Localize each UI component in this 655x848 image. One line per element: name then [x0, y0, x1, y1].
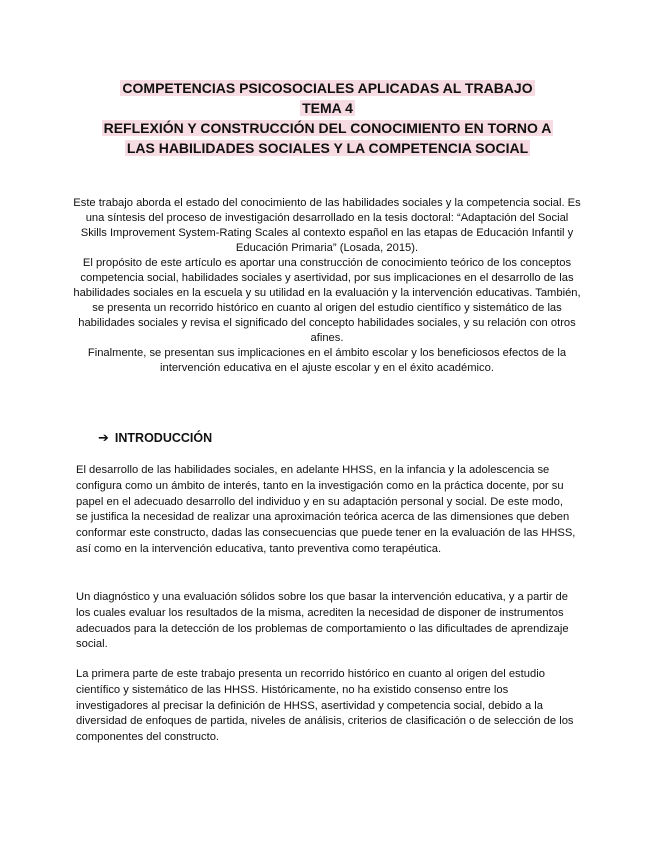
document-title [0, 78, 655, 158]
section-heading-introduction [98, 430, 212, 446]
body-paragraph-2-text: Un diagnóstico y una evaluación sólidos sobre los que basar la intervención educativa, y a partir de los cuales evaluar los resultados de la misma, acrediten la necesidad de disponer de instrumentos adecuados para la detección de los problemas de comportamiento o las dificultades de aprendizaje social. [76, 591, 569, 651]
abstract-paragraph-2: El propósito de este artículo es aportar una construcción de conocimiento teórico de los conceptos competencia social, habilidades sociales y asertividad, por sus implicaciones en el desarrollo de las habilidades sociales en la escuela y su utilidad en la evaluación y la intervención educativas. También, se presenta un recorrido histórico en cuanto al origen del estudio científico y sistemático de las habilidades sociales y revisa el significado del concepto habilidades sociales, y su relación con otros afines. [73, 257, 581, 344]
arrow-right-icon: ➔ [98, 430, 109, 445]
title-line-subject [0, 78, 655, 98]
abstract-paragraph-3: Finalmente, se presentan sus implicaciones en el ámbito escolar y los beneficiosos efectos de la intervención educativa en el ajuste escolar y en el éxito académico. [87, 347, 567, 374]
body-paragraph-2 [76, 590, 576, 653]
title-line-heading-1-text: REFLEXIÓN Y CONSTRUCCIÓN DEL CONOCIMIENTO EN TORNO A [103, 120, 552, 136]
abstract-paragraph-1: Este trabajo aborda el estado del conocimiento de las habilidades sociales y la competencia social. Es una síntesis del proceso de investigación desarrollado en la tesis doctoral: “Adaptación del Social Skills Improvement System-Rating Scales al contexto español en las etapas de Educación Infantil y Educación Primaria” (Losada, 2015). [73, 197, 581, 254]
title-line-heading-1 [0, 118, 655, 138]
title-line-topic [0, 98, 655, 118]
title-line-heading-2-text: LAS HABILIDADES SOCIALES Y LA COMPETENCIA SOCIAL [126, 140, 529, 156]
title-line-subject-text: COMPETENCIAS PSICOSOCIALES APLICADAS AL TRABAJO [122, 80, 533, 96]
body-paragraph-3 [76, 667, 576, 746]
body-paragraph-1-text: El desarrollo de las habilidades sociales, en adelante HHSS, en la infancia y la adolescencia se configura como un ámbito de interés, tanto en la investigación como en la práctica docente, por su papel en el adecuado desarrollo del individuo y en su adaptación personal y social. De este modo, se justifica la necesidad de realizar una aproximación teórica acerca de las dimensiones que deben conformar este constructo, dadas las consecuencias que puede tener en la evaluación de las HHSS, así como en la intervención educativa, tanto preventiva como terapéutica. [76, 464, 576, 555]
body-paragraph-1 [76, 463, 576, 558]
title-line-heading-2 [0, 138, 655, 158]
title-line-topic-text: TEMA 4 [302, 100, 353, 116]
abstract [72, 196, 582, 376]
body-paragraph-3-text: La primera parte de este trabajo presenta un recorrido histórico en cuanto al origen del estudio científico y sistemático de las HHSS. Históricamente, no ha existido consenso entre los investigadores al precisar la definición de HHSS, asertividad y competencia social, debido a la diversidad de enfoques de partida, niveles de análisis, criterios de clasificación o de selección de los componentes del constructo. [76, 668, 574, 744]
section-heading-text: INTRODUCCIÓN [114, 431, 213, 445]
